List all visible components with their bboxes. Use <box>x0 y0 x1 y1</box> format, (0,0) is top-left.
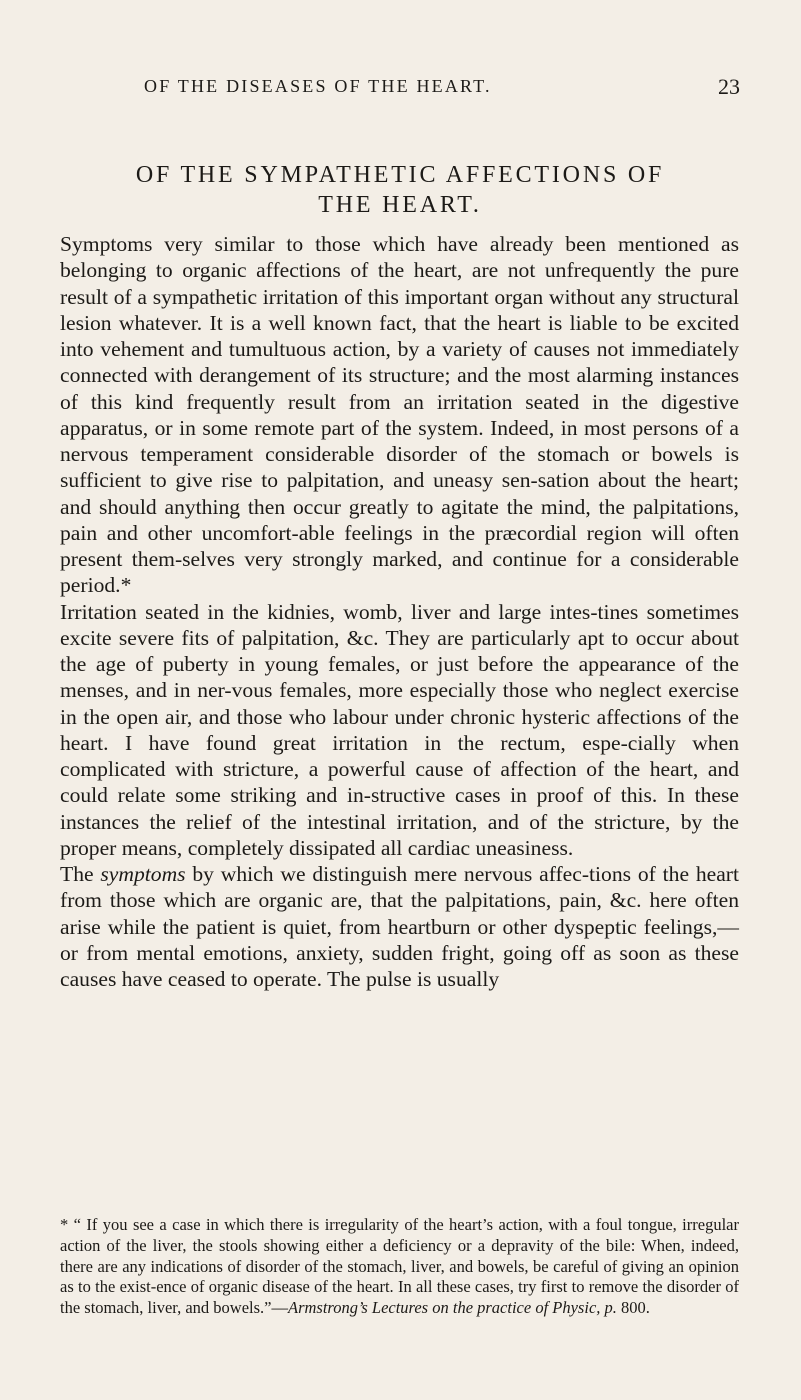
body-text <box>60 231 739 992</box>
paragraph-3-lead: The <box>60 862 101 886</box>
footnote-source: Armstrong’s Lectures on the practice of Physic, p. <box>288 1298 617 1318</box>
paragraph-1: Symptoms very similar to those which have already been mentioned as belonging to organic affections of the heart, are not unfrequently the pure result of a sympathetic irritation of this important organ without any structural lesion whatever. It is a well known fact, that the heart is liable to be excited into vehement and tumultuous action, by a variety of causes not immediately connected with derangement of its structure; and the most alarming instances of this kind frequently result from an irritation seated in the digestive apparatus, or in some remote part of the system. Indeed, in most persons of a nervous temperament considerable disorder of the stomach or bowels is sufficient to give rise to palpitation, and uneasy sen-sation about the heart; and should anything then occur greatly to agitate the mind, the palpitations, pain and other uncomfort-able feelings in the præcordial region will often present them-selves very strongly marked, and continue for a considerable period.* <box>60 232 739 598</box>
footnote-body: * “ If you see a case in which there is irregularity of the heart’s action, with a foul tongue, irregular action of the liver, the stools showing either a deficiency or a depravity of the bile: When, indeed, there are any indications of disorder of the stomach, liver, and bowels, be careful of giving an opinion as to the exist-ence of organic disease of the heart. In all these cases, try first to remove the disorder of the stomach, liver, and bowels.”— <box>60 1215 739 1318</box>
paragraph-2: Irritation seated in the kidnies, womb, liver and large intes-tines sometimes excite severe fits of palpitation, &c. They are particularly apt to occur about the age of puberty in young females, or just before the appearance of the menses, and in ner-vous females, more especially those who neglect exercise in the open air, and those who labour under chronic hysteric affections of the heart. I have found great irritation in the rectum, espe-cially when complicated with stricture, a powerful cause of affection of the heart, and could relate some striking and in-structive cases in proof of this. In these instances the relief of the intestinal irritation, and of the stricture, by the proper means, completely dissipated all cardiac uneasiness. <box>60 599 739 860</box>
chapter-title-line-1: OF THE SYMPATHETIC AFFECTIONS OF <box>135 162 665 188</box>
running-head <box>0 76 801 106</box>
footnote-text <box>60 1215 739 1319</box>
chapter-title <box>60 160 740 220</box>
running-head-title: OF THE DISEASES OF THE HEART. <box>144 76 492 96</box>
paragraph-3-rest: by which we distinguish mere nervous affec-tions of the heart from those which are organic are, that the palpitations, pain, &c. here often arise while the patient is quiet, from heartburn or other dyspeptic feelings,—or from mental emotions, anxiety, sudden fright, going off as soon as these causes have ceased to operate. The pulse is usually <box>60 862 739 991</box>
chapter-title-line-2: THE HEART. <box>318 192 482 218</box>
paragraph-3 <box>60 861 739 992</box>
page-number: 23 <box>718 74 740 99</box>
footnote-source-page: 800. <box>616 1298 650 1318</box>
footnote <box>60 1215 739 1319</box>
paragraph-3-italic: symptoms <box>100 862 186 886</box>
